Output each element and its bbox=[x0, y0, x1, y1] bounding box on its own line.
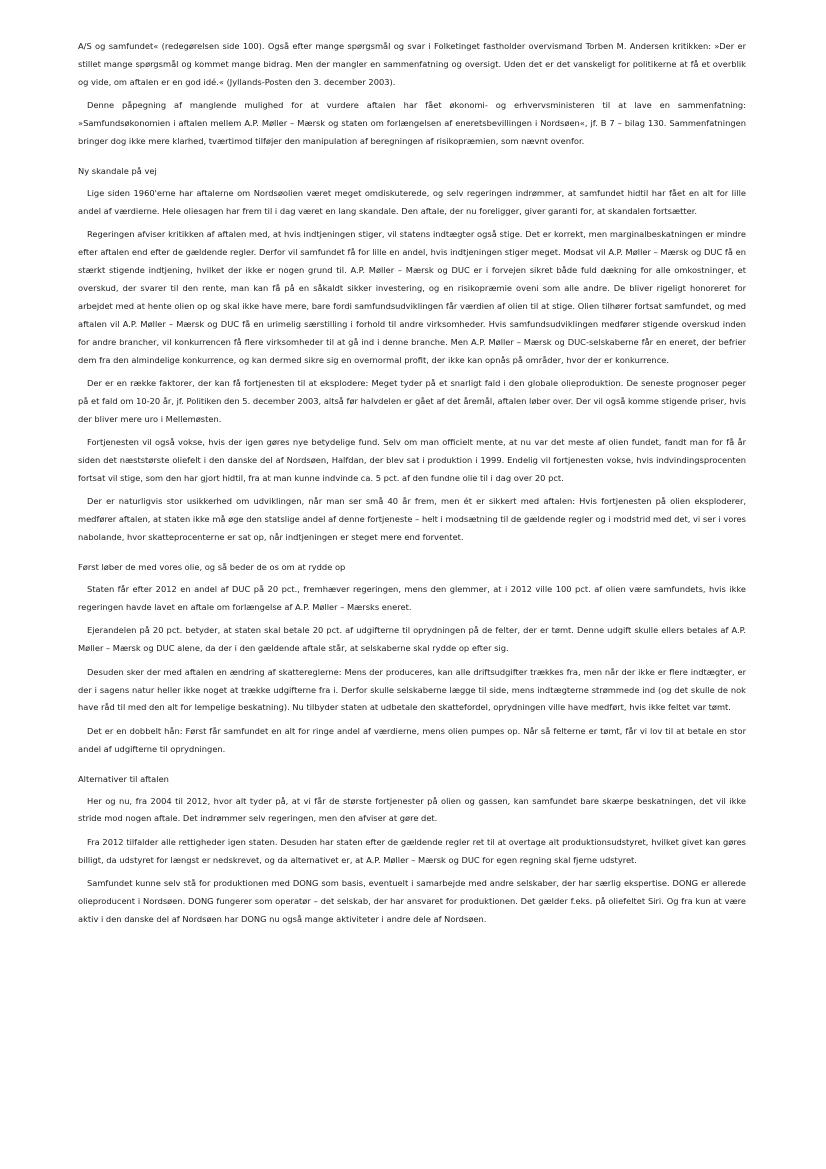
section-1-paragraph-3: Der er en række faktorer, der kan få fortjenesten til at eksplodere: Meget tyder på et snarligt fald i den globale olieproduktion. De seneste prognoser peger på et fald om 10-20 år, jf. Politiken den 5. december 2003, altså før halvdelen er gået af det åremål, aftalen løber over. Der vil også komme stigende priser, hvis der bliver mere uro i Mellemøsten. bbox=[78, 377, 746, 424]
section-2-paragraph-2: Ejerandelen på 20 pct. betyder, at staten skal betale 20 pct. af udgifterne til oprydningen på de felter, der er tømt. Denne udgift skulle ellers betales af A.P. Møller – Mærsk og DUC alene, da der i den gældende aftale står, at selskaberne skal rydde op efter sig. bbox=[78, 625, 746, 654]
section-heading-alternativer: Alternativer til aftalen bbox=[78, 773, 169, 784]
section-3-paragraph-2: Fra 2012 tilfalder alle rettigheder igen staten. Desuden har staten efter de gældende regler ret til at overtage alt produktionsudstyret, hvilket givet kan gøres billigt, da udstyret for længst er nedskrevet, og da alternativet er, at A.P. Møller – Mærsk og DUC for egen regning skal fjerne udstyret. bbox=[78, 836, 746, 865]
section-1-paragraph-4: Fortjenesten vil også vokse, hvis der igen gøres nye betydelige fund. Selv om man officielt mente, at nu var det meste af olien fundet, fandt man for få år siden det næststørste oliefelt i den danske del af Nordsøen, Halfdan, der blev sat i produktion i 1999. Endelig vil fortjenesten vokse, hvis indvindingsprocenten fortsat vil stige, som den har gjort hidtil, fra at man kunne indvinde ca. 5 pct. af den fundne olie til i dag over 20 pct. bbox=[78, 437, 746, 483]
section-1-paragraph-1: Lige siden 1960'erne har aftalerne om Nordsøolien været meget omdiskuterede, og selv regeringen indrømmer, at samfundet hidtil har fået en alt for lille andel af værdierne. Hele oliesagen har frem til i dag været en lang skandale. Den aftale, der nu foreligger, giver garanti for, at skandalen fortsætter. bbox=[78, 187, 746, 216]
section-1-paragraph-2: Regeringen afviser kritikken af aftalen med, at hvis indtjeningen stiger, vil statens indtægter også stige. Det er korrekt, men marginalbeskatningen er mindre efter aftalen end efter de gældende regler. Derfor vil samfundet få for lille en andel, hvis indtjeningen stiger meget. Modsat vil A.P. Møller – Mærsk og DUC få en stærkt stigende indtjening, hvilket der ikke er nogen grund til. A.P. Møller – Mærsk og DUC er i forvejen sikret både fuld dækning for alle omkostninger, et overskud, der svarer til den rente, man kan få på en såkaldt sikker investering, og en risikopræmie oveni som alle andre. De bliver rigeligt honoreret for arbejdet med at hente olien op og skal ikke have mere, bare fordi samfundsudviklingen får værdien af olien til at stige. Olien tilhører fortsat samfundet, og med aftalen vil A.P. Møller – Mærsk og DUC få en urimelig særstilling i forhold til andre virksomheder. Hvis samfundsudviklingen medfører stigende overskud inden for andre brancher, vil konkurrencen få flere virksomheder til at gå ind i denne branche. Men A.P. Møller – Mærsk og DUC-selskaberne får en eneret, der befrier dem fra den almindelige konkurrence, og kan dermed sikre sig en overnormal profit, der ikke kan opnås på områder, hvor der er konkurrence. bbox=[78, 229, 746, 365]
section-heading-oprydning: Først løber de med vores olie, og så beder de os om at rydde op bbox=[78, 562, 346, 573]
section-heading-ny-skandale: Ny skandale på vej bbox=[78, 165, 157, 176]
section-2-paragraph-1: Staten får efter 2012 en andel af DUC på 20 pct., fremhæver regeringen, mens den glemmer, at i 2012 ville 100 pct. af olien være samfundets, hvis ikke regeringen havde lavet en aftale om forlængelse af A.P. Møller – Mærsks eneret. bbox=[78, 583, 746, 612]
intro-paragraph-2: Denne påpegning af manglende mulighed for at vurdere aftalen har fået økonomi- og erhvervsministeren til at lave en sammenfatning: »Samfundsøkonomien i aftalen mellem A.P. Møller – Mærsk og staten om forlængelsen af eneretsbevillingen i Nordsøen«, jf. B 7 – bilag 130. Sammenfatningen bringer dog ikke mere klarhed, tværtimod tilføjer den manipulation af beregningen af risikopræmien, som nævnt ovenfor. bbox=[78, 100, 746, 147]
section-3-paragraph-3: Samfundet kunne selv stå for produktionen med DONG som basis, eventuelt i samarbejde med andre selskaber, der har særlig ekspertise. DONG er allerede olieproducent i Nordsøen. DONG fungerer som operatør – det selskab, der har ansvaret for produktionen. Det gælder f.eks. på oliefeltet Siri. Og fra kun at være aktiv i den danske del af Nordsøen har DONG nu også mange aktiviteter i andre dele af Nordsøen. bbox=[78, 878, 746, 924]
intro-paragraph-1: A/S og samfundet« (redegørelsen side 100). Også efter mange spørgsmål og svar i Folketinget fastholder overvismand Torben M. Andersen kritikken: »Der er stillet mange spørgsmål og kommet mange bidrag. Men der mangler en sammenfatning og oversigt. Uden det er det vanskeligt for politikerne at få et overblik og vide, om aftalen er en god idé.« (Jyllands-Posten den 3. december 2003). bbox=[78, 41, 746, 87]
section-3-paragraph-1: Her og nu, fra 2004 til 2012, hvor alt tyder på, at vi får de største fortjenester på olien og gassen, kan samfundet bare skærpe beskatningen, det vil ikke stride mod nogen aftale. Det indrømmer selv regeringen, men den afviser at gøre det. bbox=[78, 795, 746, 824]
document-page bbox=[78, 38, 746, 934]
section-2-paragraph-4: Det er en dobbelt hån: Først får samfundet en alt for ringe andel af værdierne, mens olien pumpes op. Når så felterne er tømt, får vi lov til at betale en stor andel af udgifterne til oprydningen. bbox=[78, 725, 746, 754]
section-1-paragraph-5: Der er naturligvis stor usikkerhed om udviklingen, når man ser små 40 år frem, men ét er sikkert med aftalen: Hvis fortjenesten på olien eksploderer, medfører aftalen, at staten ikke må øge den statslige andel af denne fortjeneste – helt i modsætning til de gældende regler og i modstrid med det, vi ser i vores nabolande, hvor skatteprocenterne er sat op, når indtjeningen er steget mere end forventet. bbox=[78, 496, 746, 543]
section-2-paragraph-3: Desuden sker der med aftalen en ændring af skattereglerne: Mens der produceres, kan alle driftsudgifter trækkes fra, men når der ikke er flere indtægter, er der i sagens natur heller ikke noget at trække udgifterne fra i. Derfor skulle selskaberne lægge til side, mens indtægterne strømmede ind (og det skulle de nok have råd til med den alt for lempelige beskatning). Nu tilbyder staten at udbetale den skattefordel, oprydningen ville have medført, hvis ikke feltet var tømt. bbox=[78, 666, 746, 713]
